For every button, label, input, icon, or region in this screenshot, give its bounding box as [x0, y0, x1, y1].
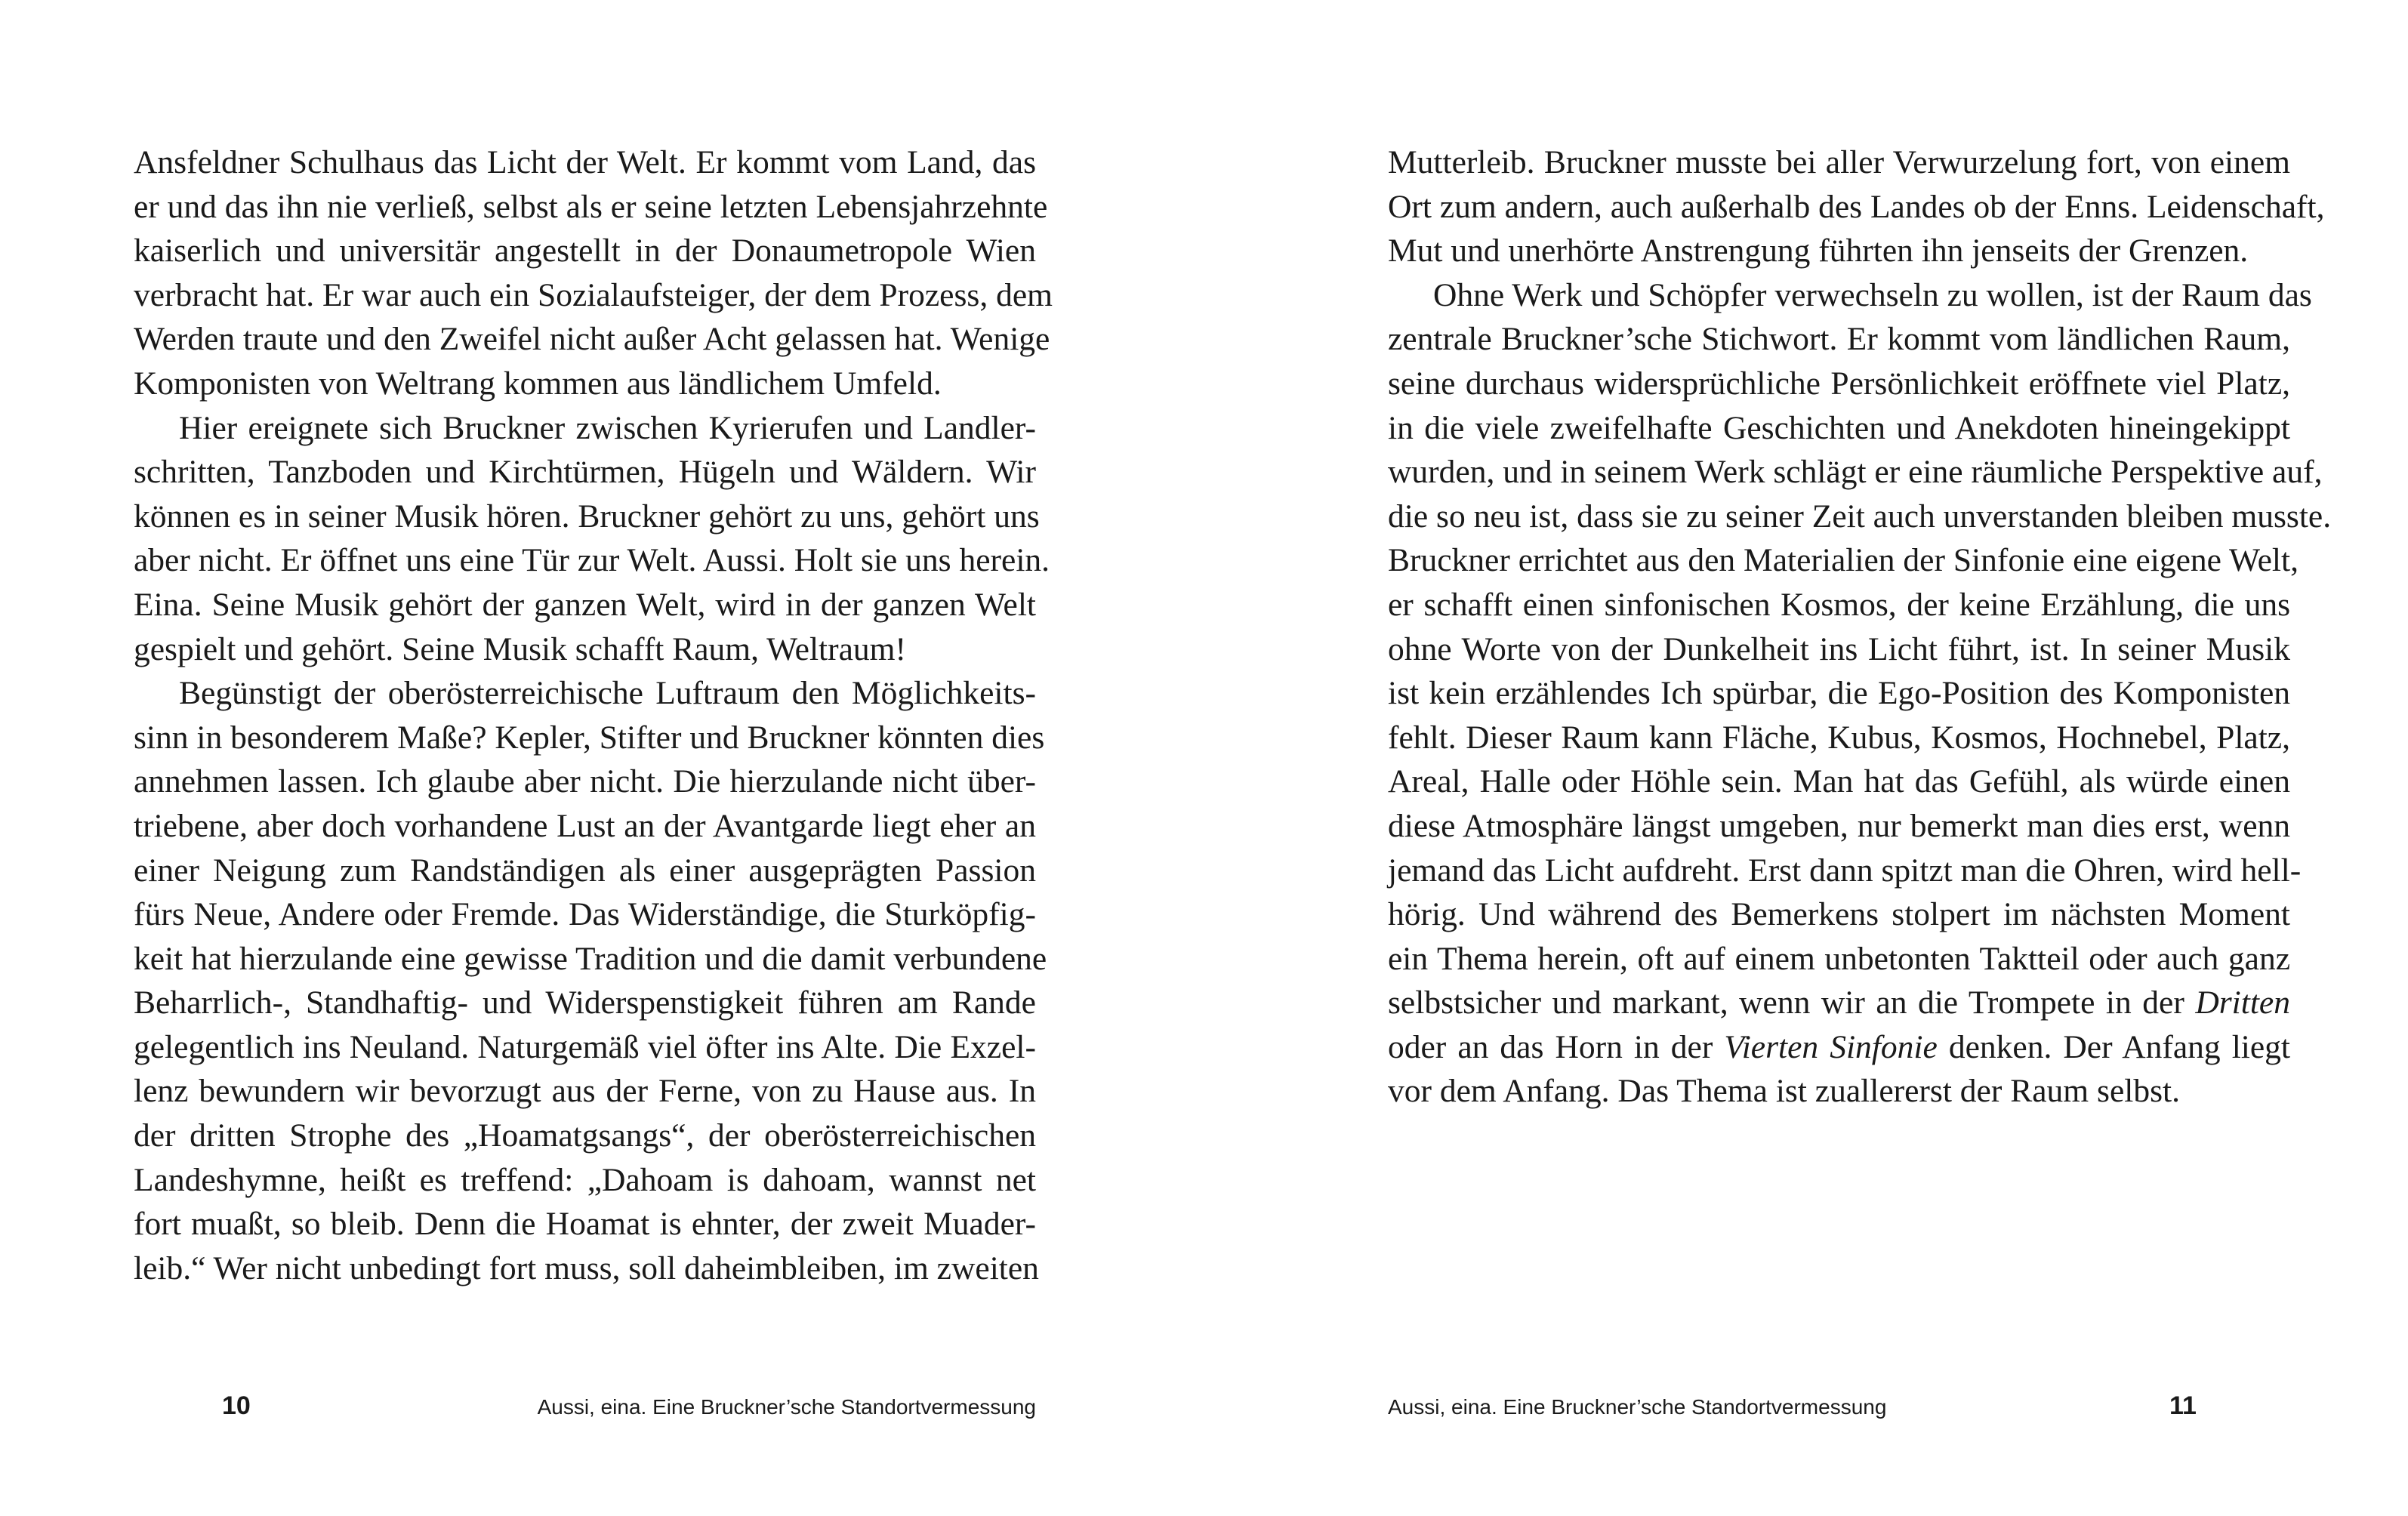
text-line — [134, 716, 1045, 760]
text-line-content: annehmen lassen. Ich glaube aber nicht. Die hierzulande nicht über- — [134, 763, 1036, 800]
text-line — [1388, 140, 2290, 185]
text-line-content: Eina. Seine Musik gehört der ganzen Welt, wird in der ganzen Welt — [134, 586, 1036, 623]
text-line — [134, 1114, 1036, 1158]
italic-title: Dritten — [2195, 984, 2290, 1021]
text-line — [134, 937, 1047, 981]
left-body-text — [134, 140, 1053, 1290]
page-number-right: 11 — [2169, 1391, 2197, 1420]
text-line-content: Mut und unerhörte Anstrengung führten ihn jenseits der Grenzen. — [1388, 233, 2249, 270]
text-line — [134, 627, 1036, 672]
text-line-content: Begünstigt der oberösterreichische Luftraum den Möglichkeits- — [179, 675, 1036, 712]
text-line — [134, 538, 1050, 583]
text-line-content: kaiserlich und universitär angestellt in der Donaumetropole Wien — [134, 233, 1036, 270]
text-line-content: oder an das Horn in der — [1388, 1028, 1713, 1065]
text-line — [134, 1246, 1039, 1291]
text-line-content: können es in seiner Musik hören. Bruckner gehört zu uns, gehört uns — [134, 498, 1040, 535]
right-body-text — [1388, 140, 2332, 1114]
text-line-content: selbstsicher und markant, wenn wir an die Trompete in der — [1388, 984, 2184, 1021]
page-number-left: 10 — [222, 1391, 251, 1420]
text-line-content: zentrale Bruckner’sche Stichwort. Er kommt vom ländlichen Raum, — [1388, 321, 2290, 358]
text-line — [1388, 849, 2302, 893]
text-line-content: Ort zum andern, auch außerhalb des Landes ob der Enns. Leidenschaft, — [1388, 188, 2325, 225]
text-line — [134, 760, 1036, 804]
text-line-content: ohne Worte von der Dunkelheit ins Licht führt, ist. In seiner Musik — [1388, 630, 2290, 667]
text-line-content: der dritten Strophe des „Hoamatgsangs“, der oberösterreichischen — [134, 1117, 1036, 1154]
text-line-content: Mutterleib. Bruckner musste bei aller Verwurzelung fort, von einem — [1388, 144, 2290, 180]
text-line-content: ein Thema herein, oft auf einem unbetonten Taktteil oder auch ganz — [1388, 940, 2290, 977]
text-line-content: vor dem Anfang. Das Thema ist zuallererst der Raum selbst. — [1388, 1073, 2180, 1110]
text-line-content: verbracht hat. Er war auch ein Sozialaufsteiger, der dem Prozess, dem — [134, 276, 1053, 313]
text-line-content: gelegentlich ins Neuland. Naturgemäß viel öfter ins Alte. Die Exzel- — [134, 1028, 1036, 1065]
text-line-content: er und das ihn nie verließ, selbst als er seine letzten Lebensjahrzehnte — [134, 188, 1048, 225]
text-line — [134, 1158, 1036, 1203]
text-line — [1388, 583, 2290, 627]
text-line — [1388, 229, 2290, 273]
running-head-left: Aussi, eina. Eine Bruckner’sche Standortvermessung — [537, 1395, 1036, 1419]
text-line — [134, 849, 1036, 893]
text-line — [1388, 317, 2290, 362]
text-line-content: Landeshymne, heißt es treffend: „Dahoam is dahoam, wannst net — [134, 1161, 1036, 1198]
text-line — [1388, 1025, 2290, 1070]
text-line — [1388, 716, 2290, 760]
text-line — [134, 671, 1036, 716]
italic-title: Vierten Sinfonie — [1724, 1028, 1938, 1065]
text-line-content: keit hat hierzulande eine gewisse Tradition und die damit verbundene — [134, 940, 1047, 977]
text-line-content: Komponisten von Weltrang kommen aus ländlichem Umfeld. — [134, 365, 942, 402]
text-line-content: aber nicht. Er öffnet uns eine Tür zur Welt. Aussi. Holt sie uns herein. — [134, 542, 1050, 579]
text-line — [1388, 937, 2290, 981]
text-line-content: sinn in besonderem Maße? Kepler, Stifter und Bruckner könnten dies — [134, 719, 1045, 756]
running-head-right: Aussi, eina. Eine Bruckner’sche Standortvermessung — [1388, 1395, 1887, 1419]
text-line-content: ist kein erzählendes Ich spürbar, die Ego-Position des Komponisten — [1388, 675, 2290, 712]
text-line-content: wurden, und in seinem Werk schlägt er eine räumliche Perspektive auf, — [1388, 454, 2323, 491]
text-line — [1388, 1069, 2290, 1114]
text-line — [1388, 362, 2290, 406]
text-line-content: fehlt. Dieser Raum kann Fläche, Kubus, Kosmos, Hochnebel, Platz, — [1388, 719, 2290, 756]
text-line — [134, 406, 1036, 451]
text-line — [134, 1025, 1036, 1070]
text-line-content: jemand das Licht aufdreht. Erst dann spitzt man die Ohren, wird hell- — [1388, 852, 2302, 889]
text-line-content: triebene, aber doch vorhandene Lust an der Avantgarde liegt eher an — [134, 807, 1036, 844]
text-line — [134, 1202, 1036, 1246]
text-line — [134, 317, 1050, 362]
text-line — [1388, 981, 2290, 1025]
text-line — [1388, 185, 2325, 230]
text-line-content: gespielt und gehört. Seine Musik schafft Raum, Weltraum! — [134, 630, 906, 667]
text-line-content: seine durchaus widersprüchliche Persönlichkeit eröffnete viel Platz, — [1388, 365, 2290, 402]
text-line-content: Areal, Halle oder Höhle sein. Man hat das Gefühl, als würde einen — [1388, 763, 2290, 800]
text-line — [134, 892, 1036, 937]
text-line — [134, 273, 1053, 318]
text-line — [1388, 760, 2290, 804]
text-line-content: Werden traute und den Zweifel nicht außer Acht gelassen hat. Wenige — [134, 321, 1050, 358]
text-line-content: Bruckner errichtet aus den Materialien der Sinfonie eine eigene Welt, — [1388, 542, 2299, 579]
text-line-content: fort muaßt, so bleib. Denn die Hoamat is ehnter, der zweit Muader- — [134, 1206, 1036, 1243]
text-line — [1388, 804, 2290, 849]
text-line — [134, 185, 1048, 230]
text-line-content: die so neu ist, dass sie zu seiner Zeit auch unverstanden bleiben musste. — [1388, 498, 2332, 535]
text-line — [1388, 495, 2332, 539]
text-line-content: hörig. Und während des Bemerkens stolpert im nächsten Moment — [1388, 896, 2290, 933]
text-line-content: Hier ereignete sich Bruckner zwischen Kyrierufen und Landler- — [179, 409, 1036, 446]
text-line — [134, 362, 1036, 406]
text-line-content: in die viele zweifelhafte Geschichten und Anekdoten hineingekippt — [1388, 409, 2290, 446]
text-line-content: Beharrlich-, Standhaftig- und Widerspenstigkeit führen am Rande — [134, 984, 1036, 1021]
text-line — [134, 450, 1036, 495]
right-page — [1204, 0, 2408, 1516]
text-line-content: diese Atmosphäre längst umgeben, nur bemerkt man dies erst, wenn — [1388, 807, 2290, 844]
text-line — [134, 583, 1036, 627]
text-line-content: Ohne Werk und Schöpfer verwechseln zu wollen, ist der Raum das — [1433, 276, 2312, 313]
text-line — [134, 495, 1040, 539]
text-line-content: lenz bewundern wir bevorzugt aus der Ferne, von zu Hause aus. In — [134, 1073, 1036, 1110]
text-line-content: leib.“ Wer nicht unbedingt fort muss, soll daheimbleiben, im zweiten — [134, 1249, 1039, 1286]
text-line — [1388, 273, 2312, 318]
text-line — [134, 229, 1036, 273]
text-line — [1388, 406, 2290, 451]
text-line-content: einer Neigung zum Randständigen als einer ausgeprägten Passion — [134, 852, 1036, 889]
text-line — [134, 140, 1036, 185]
text-line — [1388, 538, 2299, 583]
text-line-content: schritten, Tanzboden und Kirchtürmen, Hügeln und Wäldern. Wir — [134, 454, 1036, 491]
text-line — [134, 804, 1036, 849]
text-line-content: denken. Der Anfang liegt — [1948, 1028, 2291, 1065]
text-line-content: er schafft einen sinfonischen Kosmos, der keine Erzählung, die uns — [1388, 586, 2290, 623]
text-line — [1388, 450, 2323, 495]
text-line-content: fürs Neue, Andere oder Fremde. Das Widerständige, die Sturköpfig- — [134, 896, 1036, 933]
text-line — [1388, 627, 2290, 672]
text-line — [1388, 671, 2290, 716]
text-line — [134, 1069, 1036, 1114]
text-line-content: Ansfeldner Schulhaus das Licht der Welt. Er kommt vom Land, das — [134, 144, 1036, 180]
text-line — [134, 981, 1036, 1025]
text-line — [1388, 892, 2290, 937]
